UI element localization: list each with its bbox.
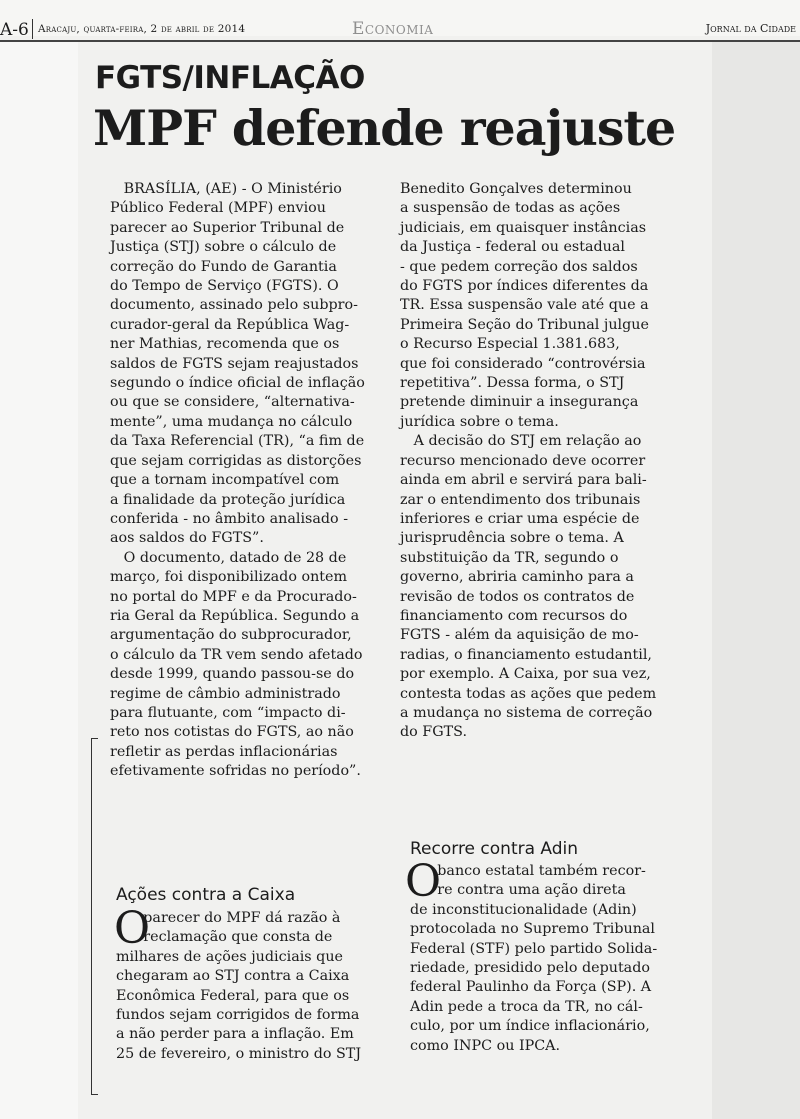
page-margin-right [712,42,800,1119]
text-line: efetivamente sofridas no período”. [110,763,361,780]
drop-cap-2: O [405,856,442,907]
text-line: governo, abriria caminho para a [400,569,634,586]
text-line: TR. Essa suspensão vale até que a [400,297,649,314]
article-column-1 [110,180,380,782]
text-line: que sejam corrigidas as distorções [110,452,362,469]
text-line: saldos de FGTS sejam reajustados [110,355,359,372]
text-line: zar o entendimento dos tribunais [400,491,641,508]
drop-cap-1: O [114,903,151,954]
text-line: A decisão do STJ em relação ao [400,433,642,450]
text-line: jurisprudência sobre o tema. A [400,530,624,547]
text-line: parecer do MPF dá razão à [116,910,341,926]
text-line: Público Federal (MPF) enviou [110,200,326,217]
text-line: contesta todas as ações que pedem [400,685,657,702]
text-line: correção do Fundo de Garantia [110,258,337,275]
text-line: Primeira Seção do Tribunal julgue [400,316,649,333]
text-line: curador-geral da República Wag- [110,316,350,333]
text-line: para flutuante, com “impacto di- [110,704,346,721]
text-line: a mudança no sistema de correção [400,704,653,721]
text-line: parecer ao Superior Tribunal de [110,219,345,236]
page-margin-left [0,42,78,1119]
text-line: no portal do MPF e da Procurado- [110,588,357,605]
text-line: março, foi disponibilizado ontem [110,569,348,586]
dateline: Aracaju, quarta-feira, 2 de abril de 2014 [38,23,246,35]
article-kicker: FGTS/INFLAÇÃO [95,60,365,96]
text-line: O documento, datado de 28 de [110,549,347,566]
text-line: culo, por um índice inflacionário, [410,1018,650,1035]
text-line: protocolada no Supremo Tribunal [410,921,656,938]
text-line: radias, o financiamento estudantil, [400,646,652,663]
text-line: documento, assinado pelo subpro- [110,297,358,314]
text-line: revisão de todos os contratos de [400,588,635,605]
text-line: por exemplo. A Caixa, por sua vez, [400,666,651,683]
text-line: Benedito Gonçalves determinou [400,181,632,197]
text-line: o Recurso Especial 1.381.683, [400,336,620,353]
text-line: Justiça (STJ) sobre o cálculo de [110,239,337,256]
section-acoes-text [114,903,362,1064]
text-line: a suspensão de todas as ações [400,200,621,217]
text-line: a não perder para a inflação. Em [116,1026,354,1043]
text-line: ou que se considere, “alternativa- [110,394,355,411]
subheading-adin: Recorre contra Adin [410,839,579,859]
section-name: Economia [352,19,434,39]
newspaper-name: Jornal da Cidade [705,22,796,35]
text-line: a finalidade da proteção jurídica [110,491,346,508]
text-line: jurídica sobre o tema. [400,413,559,430]
text-line: do Tempo de Serviço (FGTS). O [110,278,339,295]
header-separator [32,19,33,39]
text-line: regime de câmbio administrado [110,685,341,702]
text-line: BRASÍLIA, (AE) - O Ministério [110,181,342,197]
text-line: reclamação que consta de [116,929,333,946]
text-line: do FGTS. [400,724,468,741]
text-line: segundo o índice oficial de inflação [110,375,365,392]
text-line: mente”, uma mudança no cálculo [110,413,353,430]
text-line: da Justiça - federal ou estadual [400,239,625,256]
text-line: como INPC ou IPCA. [410,1037,561,1054]
text-line: recurso mencionado deve ocorrer [400,452,646,469]
text-line: repetitiva”. Dessa forma, o STJ [400,375,625,392]
text-line: ria Geral da República. Segundo a [110,607,360,624]
article-headline: MPF defende reajuste [93,99,676,157]
text-line: ner Mathias, recomenda que os [110,336,340,353]
margin-bracket [91,738,98,1095]
text-line: riedade, presidido pelo deputado [410,960,650,977]
text-line: - que pedem correção dos saldos [400,258,638,275]
text-line: que foi considerado “controvérsia [400,355,646,372]
text-line: Econômica Federal, para que os [116,987,350,1004]
page-number: A-6 [0,20,29,40]
text-line: conferida - no âmbito analisado - [110,510,349,527]
text-line: pretende diminuir a insegurança [400,394,639,411]
text-line: Adin pede a troca da TR, no cál- [410,998,643,1015]
subheading-acoes: Ações contra a Caixa [116,885,296,905]
text-line: da Taxa Referencial (TR), “a fim de [110,433,365,450]
header-rule [0,40,800,42]
text-line: de inconstitucionalidade (Adin) [410,901,637,918]
text-line: refletir as perdas inflacionárias [110,743,338,760]
text-line: financiamento com recursos do [400,607,628,624]
text-line: chegaram ao STJ contra a Caixa [116,968,350,985]
text-line: inferiores e criar uma espécie de [400,510,640,527]
text-line: 25 de fevereiro, o ministro do STJ [116,1045,362,1062]
section-adin-text [410,862,657,1056]
text-line: banco estatal também recor- [410,863,646,879]
text-line: substituição da TR, segundo o [400,549,619,566]
text-line: milhares de ações judiciais que [116,948,343,965]
text-line: do FGTS por índices diferentes da [400,278,649,295]
article-column-2 [400,180,690,743]
text-line: re contra uma ação direta [410,882,626,899]
text-line: ainda em abril e servirá para bali- [400,472,647,489]
text-line: FGTS - além da aquisição de mo- [400,627,639,644]
text-line: o cálculo da TR vem sendo afetado [110,646,363,663]
text-line: judiciais, em quaisquer instâncias [400,219,647,236]
text-line: Federal (STF) pelo partido Solida- [410,940,658,957]
text-line: aos saldos do FGTS”. [110,530,264,547]
text-line: reto nos cotistas do FGTS, ao não [110,724,354,741]
text-line: argumentação do subprocurador, [110,627,352,644]
text-line: fundos sejam corrigidos de forma [116,1007,360,1024]
text-line: federal Paulinho da Força (SP). A [410,979,652,996]
page-header [0,0,800,40]
text-line: desde 1999, quando passou-se do [110,666,355,683]
text-line: que a tornam incompatível com [110,472,340,489]
